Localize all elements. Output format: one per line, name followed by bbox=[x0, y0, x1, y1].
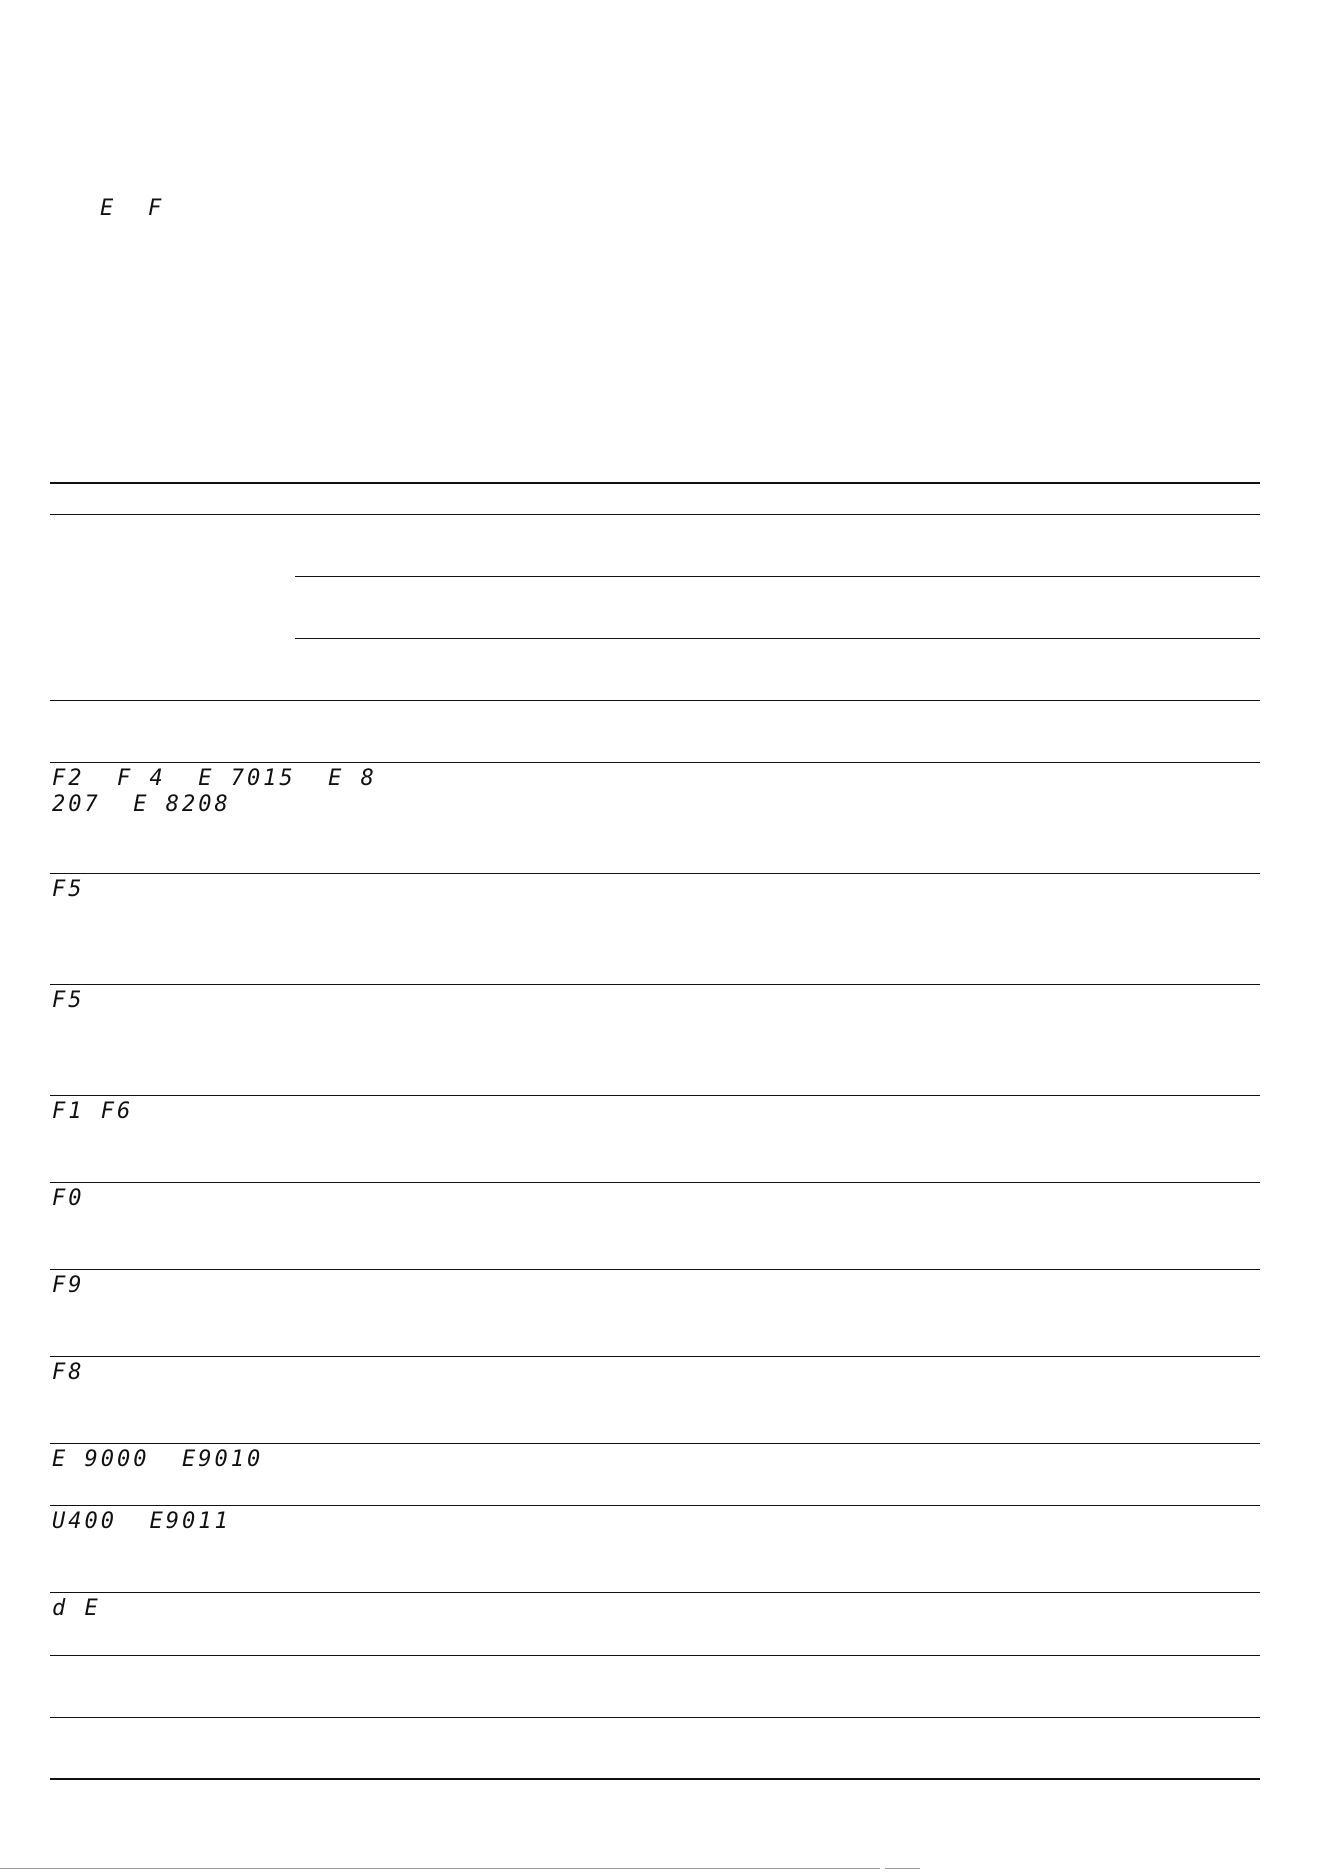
table-row-rule bbox=[50, 1269, 1260, 1270]
table-subrow-rule bbox=[295, 576, 1260, 577]
table-row-rule bbox=[50, 1182, 1260, 1183]
table-cell-code: F2 F 4 E 7015 E 8 bbox=[52, 766, 377, 791]
table-cell-code: d E bbox=[52, 1596, 101, 1621]
table-row-rule bbox=[50, 1095, 1260, 1096]
table-row-rule bbox=[50, 873, 1260, 874]
table-cell-code: E 9000 E9010 bbox=[52, 1447, 264, 1472]
table-row-rule bbox=[50, 1356, 1260, 1357]
table-row-rule bbox=[50, 762, 1260, 763]
table-cell-code: F9 bbox=[52, 1273, 85, 1298]
table-cell-code: U400 E9011 bbox=[52, 1509, 231, 1534]
table-row-rule bbox=[50, 1505, 1260, 1506]
table-cell-code: F1 F6 bbox=[52, 1099, 134, 1124]
table-row-rule bbox=[50, 1443, 1260, 1444]
table-row-rule bbox=[50, 700, 1260, 701]
table-header-rule bbox=[50, 514, 1260, 515]
table-row-rule bbox=[50, 1592, 1260, 1593]
table-cell-code: F5 bbox=[52, 877, 85, 902]
table-bottom-rule bbox=[50, 1778, 1260, 1780]
table-cell-code: F0 bbox=[52, 1186, 85, 1211]
table-row-rule bbox=[50, 1717, 1260, 1718]
footer-rule bbox=[0, 1868, 880, 1869]
table-row-rule bbox=[50, 1655, 1260, 1656]
table-cell-code: F8 bbox=[52, 1360, 85, 1385]
table-cell-code: 207 E 8208 bbox=[52, 792, 231, 817]
table-subrow-rule bbox=[295, 638, 1260, 639]
intro-code-e: E bbox=[100, 196, 117, 221]
intro-code-f: F bbox=[148, 196, 165, 221]
table-row-rule bbox=[50, 984, 1260, 985]
table-cell-code: F5 bbox=[52, 988, 85, 1013]
table-top-rule bbox=[50, 482, 1260, 484]
footer-rule-tail bbox=[885, 1868, 920, 1869]
